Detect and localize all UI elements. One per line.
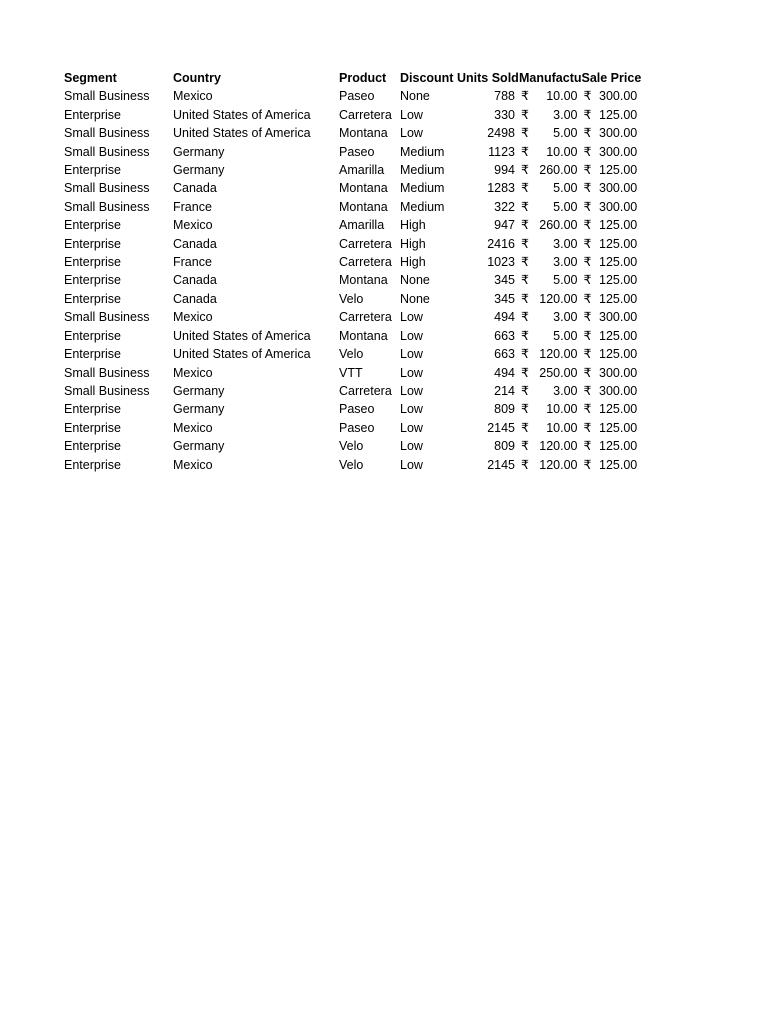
- cell-units-sold[interactable]: 494: [494, 310, 515, 325]
- cell-amount: 300.00: [599, 89, 638, 104]
- cell-country[interactable]: Mexico: [173, 420, 213, 435]
- cell-product[interactable]: Montana: [339, 126, 388, 141]
- rupee-symbol: ₹: [583, 328, 592, 343]
- cell-sale-price[interactable]: [582, 400, 642, 418]
- cell-sale-price[interactable]: [582, 419, 642, 437]
- table-row: [64, 327, 641, 345]
- rupee-symbol: ₹: [521, 236, 529, 251]
- rupee-symbol: ₹: [521, 383, 529, 398]
- cell-product[interactable]: Paseo: [339, 89, 375, 104]
- rupee-symbol: ₹: [583, 291, 592, 306]
- cell-units-sold[interactable]: 330: [494, 107, 515, 122]
- cell-amount: 125.00: [599, 236, 638, 251]
- cell-amount: 125.00: [599, 439, 638, 454]
- cell-segment[interactable]: Small Business: [64, 144, 150, 159]
- cell-amount: 300.00: [599, 144, 638, 159]
- cell-segment[interactable]: Enterprise: [64, 328, 121, 343]
- rupee-symbol: ₹: [583, 310, 592, 325]
- cell-discount[interactable]: Low: [400, 420, 423, 435]
- cell-sale-price[interactable]: [582, 382, 642, 400]
- cell-product[interactable]: Amarilla: [339, 163, 385, 178]
- rupee-symbol: ₹: [583, 236, 592, 251]
- cell-units-sold[interactable]: 345: [494, 291, 515, 306]
- cell-product[interactable]: Paseo: [339, 402, 375, 417]
- table-row: [64, 124, 641, 142]
- cell-country[interactable]: United States of America: [173, 126, 311, 141]
- cell-amount: 260.00: [539, 163, 578, 178]
- cell-units-sold[interactable]: 345: [494, 273, 515, 288]
- cell-amount: 10.00: [546, 144, 578, 159]
- cell-product[interactable]: Montana: [339, 273, 388, 288]
- cell-country[interactable]: Mexico: [173, 457, 213, 472]
- cell-manufacturing-price[interactable]: [519, 124, 582, 142]
- cell-country[interactable]: Germany: [173, 383, 225, 398]
- cell-sale-price[interactable]: [582, 235, 642, 253]
- rupee-symbol: ₹: [583, 420, 592, 435]
- header-country[interactable]: Country: [173, 71, 221, 85]
- cell-units-sold[interactable]: 663: [494, 328, 515, 343]
- cell-amount: 10.00: [546, 420, 578, 435]
- cell-units-sold[interactable]: 2416: [487, 236, 515, 251]
- cell-product[interactable]: Carretera: [339, 107, 392, 122]
- cell-segment[interactable]: Enterprise: [64, 163, 121, 178]
- cell-amount: 125.00: [599, 218, 638, 233]
- header-discount[interactable]: Discount: [400, 71, 454, 85]
- cell-amount: 300.00: [599, 199, 638, 214]
- cell-product[interactable]: Velo: [339, 291, 364, 306]
- cell-amount: 10.00: [546, 402, 578, 417]
- cell-units-sold[interactable]: 809: [494, 402, 515, 417]
- cell-segment[interactable]: Enterprise: [64, 347, 121, 362]
- rupee-symbol: ₹: [583, 218, 592, 233]
- rupee-symbol: ₹: [583, 163, 592, 178]
- cell-product[interactable]: Carretera: [339, 383, 392, 398]
- cell-sale-price[interactable]: [582, 87, 642, 105]
- rupee-symbol: ₹: [521, 291, 529, 306]
- cell-amount: 125.00: [599, 273, 638, 288]
- cell-country[interactable]: Mexico: [173, 218, 213, 233]
- cell-amount: 5.00: [553, 181, 578, 196]
- cell-amount: 300.00: [599, 126, 638, 141]
- cell-units-sold[interactable]: 2145: [487, 420, 515, 435]
- cell-product[interactable]: Velo: [339, 439, 364, 454]
- table-row: [64, 235, 641, 253]
- cell-sale-price[interactable]: [582, 364, 642, 382]
- cell-segment[interactable]: Enterprise: [64, 218, 121, 233]
- rupee-symbol: ₹: [583, 365, 592, 380]
- cell-sale-price[interactable]: [582, 106, 642, 124]
- cell-discount[interactable]: Low: [400, 107, 423, 122]
- cell-discount[interactable]: Low: [400, 310, 423, 325]
- cell-segment[interactable]: Enterprise: [64, 255, 121, 270]
- cell-amount: 300.00: [599, 181, 638, 196]
- cell-product[interactable]: Paseo: [339, 420, 375, 435]
- cell-manufacturing-price[interactable]: [519, 179, 582, 197]
- cell-discount[interactable]: Low: [400, 365, 423, 380]
- cell-sale-price[interactable]: [582, 271, 642, 289]
- cell-discount[interactable]: Low: [400, 439, 423, 454]
- cell-segment[interactable]: Small Business: [64, 383, 150, 398]
- cell-units-sold[interactable]: 809: [494, 439, 515, 454]
- cell-discount[interactable]: Low: [400, 383, 423, 398]
- rupee-symbol: ₹: [521, 163, 529, 178]
- cell-manufacturing-price[interactable]: [519, 271, 582, 289]
- cell-country[interactable]: Mexico: [173, 89, 213, 104]
- cell-segment[interactable]: Small Business: [64, 365, 150, 380]
- cell-segment[interactable]: Enterprise: [64, 236, 121, 251]
- cell-sale-price[interactable]: [582, 124, 642, 142]
- rupee-symbol: ₹: [583, 199, 592, 214]
- header-sale-price[interactable]: Sale Price: [581, 71, 642, 85]
- cell-discount[interactable]: Low: [400, 328, 423, 343]
- cell-manufacturing-price[interactable]: [519, 364, 582, 382]
- cell-product[interactable]: Carretera: [339, 310, 392, 325]
- cell-product[interactable]: Paseo: [339, 144, 375, 159]
- table-row: [64, 345, 641, 363]
- cell-country[interactable]: France: [173, 255, 212, 270]
- cell-discount[interactable]: Low: [400, 402, 423, 417]
- cell-product[interactable]: Velo: [339, 457, 364, 472]
- table-row: [64, 198, 641, 216]
- table-row: [64, 419, 641, 437]
- cell-units-sold[interactable]: 663: [494, 347, 515, 362]
- cell-manufacturing-price[interactable]: [519, 327, 582, 345]
- cell-country[interactable]: United States of America: [173, 347, 311, 362]
- header-row: [64, 69, 641, 87]
- rupee-symbol: ₹: [583, 126, 592, 141]
- cell-sale-price[interactable]: [582, 253, 642, 271]
- cell-segment[interactable]: Enterprise: [64, 439, 121, 454]
- cell-amount: 125.00: [599, 107, 638, 122]
- header-units-sold[interactable]: Units Sold: [457, 71, 519, 85]
- cell-manufacturing-price[interactable]: [519, 382, 582, 400]
- cell-country[interactable]: Germany: [173, 402, 225, 417]
- cell-units-sold[interactable]: 494: [494, 365, 515, 380]
- cell-units-sold[interactable]: 2498: [487, 126, 515, 141]
- cell-country[interactable]: United States of America: [173, 328, 311, 343]
- cell-manufacturing-price[interactable]: [519, 456, 582, 474]
- cell-units-sold[interactable]: 1023: [487, 255, 515, 270]
- cell-amount: 5.00: [553, 328, 578, 343]
- table-row: [64, 290, 641, 308]
- cell-manufacturing-price[interactable]: [519, 198, 582, 216]
- cell-amount: 3.00: [553, 236, 578, 251]
- table-row: [64, 456, 641, 474]
- cell-country[interactable]: Germany: [173, 439, 225, 454]
- rupee-symbol: ₹: [521, 310, 529, 325]
- cell-amount: 125.00: [599, 457, 638, 472]
- cell-units-sold[interactable]: 1123: [488, 144, 515, 159]
- cell-amount: 125.00: [599, 328, 638, 343]
- cell-segment[interactable]: Small Business: [64, 310, 150, 325]
- cell-country[interactable]: France: [173, 199, 212, 214]
- cell-segment[interactable]: Small Business: [64, 199, 150, 214]
- cell-manufacturing-price[interactable]: [519, 106, 582, 124]
- cell-amount: 250.00: [539, 365, 578, 380]
- rupee-symbol: ₹: [583, 402, 592, 417]
- cell-segment[interactable]: Enterprise: [64, 107, 121, 122]
- rupee-symbol: ₹: [583, 181, 592, 196]
- cell-amount: 125.00: [599, 163, 638, 178]
- cell-units-sold[interactable]: 947: [494, 218, 515, 233]
- rupee-symbol: ₹: [521, 144, 529, 159]
- cell-amount: 3.00: [553, 383, 578, 398]
- sales-table: [64, 69, 641, 474]
- rupee-symbol: ₹: [521, 439, 529, 454]
- rupee-symbol: ₹: [583, 107, 592, 122]
- cell-manufacturing-price[interactable]: [519, 87, 582, 105]
- cell-manufacturing-price[interactable]: [519, 437, 582, 455]
- cell-country[interactable]: Germany: [173, 163, 225, 178]
- cell-discount[interactable]: Low: [400, 347, 423, 362]
- cell-discount[interactable]: Low: [400, 457, 423, 472]
- cell-discount[interactable]: None: [400, 89, 430, 104]
- cell-amount: 300.00: [599, 365, 638, 380]
- cell-product[interactable]: Carretera: [339, 236, 392, 251]
- cell-segment[interactable]: Enterprise: [64, 273, 121, 288]
- rupee-symbol: ₹: [583, 457, 592, 472]
- cell-amount: 120.00: [539, 439, 578, 454]
- cell-amount: 260.00: [539, 218, 578, 233]
- cell-manufacturing-price[interactable]: [519, 308, 582, 326]
- rupee-symbol: ₹: [521, 420, 529, 435]
- spreadsheet-sheet: [64, 69, 641, 474]
- cell-amount: 120.00: [539, 347, 578, 362]
- cell-amount: 125.00: [599, 255, 638, 270]
- table-body: [64, 87, 641, 474]
- rupee-symbol: ₹: [521, 107, 529, 122]
- rupee-symbol: ₹: [583, 255, 592, 270]
- cell-units-sold[interactable]: 214: [494, 383, 515, 398]
- rupee-symbol: ₹: [583, 347, 592, 362]
- header-manufacturing[interactable]: Manufactu: [519, 71, 582, 85]
- cell-country[interactable]: Mexico: [173, 310, 213, 325]
- cell-amount: 125.00: [599, 402, 638, 417]
- rupee-symbol: ₹: [583, 383, 592, 398]
- rupee-symbol: ₹: [521, 89, 529, 104]
- cell-segment[interactable]: Small Business: [64, 89, 150, 104]
- cell-amount: 3.00: [553, 310, 578, 325]
- cell-sale-price[interactable]: [582, 290, 642, 308]
- cell-amount: 5.00: [553, 273, 578, 288]
- cell-sale-price[interactable]: [582, 437, 642, 455]
- header-product[interactable]: Product: [339, 71, 387, 85]
- cell-country[interactable]: Germany: [173, 144, 225, 159]
- rupee-symbol: ₹: [521, 126, 529, 141]
- rupee-symbol: ₹: [583, 273, 592, 288]
- table-row: [64, 161, 641, 179]
- cell-segment[interactable]: Small Business: [64, 181, 150, 196]
- cell-country[interactable]: Canada: [173, 273, 217, 288]
- cell-discount[interactable]: Medium: [400, 163, 445, 178]
- header-segment[interactable]: Segment: [64, 71, 117, 85]
- cell-discount[interactable]: None: [400, 291, 430, 306]
- cell-segment[interactable]: Enterprise: [64, 402, 121, 417]
- cell-discount[interactable]: None: [400, 273, 430, 288]
- cell-product[interactable]: Carretera: [339, 255, 392, 270]
- cell-amount: 125.00: [599, 347, 638, 362]
- cell-manufacturing-price[interactable]: [519, 253, 582, 271]
- cell-country[interactable]: United States of America: [173, 107, 311, 122]
- cell-country[interactable]: Canada: [173, 181, 217, 196]
- table-row: [64, 382, 641, 400]
- cell-discount[interactable]: High: [400, 218, 426, 233]
- cell-segment[interactable]: Enterprise: [64, 420, 121, 435]
- cell-product[interactable]: Montana: [339, 181, 388, 196]
- table-row: [64, 271, 641, 289]
- cell-discount[interactable]: Medium: [400, 181, 445, 196]
- cell-discount[interactable]: Medium: [400, 144, 445, 159]
- cell-amount: 300.00: [599, 310, 638, 325]
- cell-sale-price[interactable]: [582, 456, 642, 474]
- cell-country[interactable]: Canada: [173, 236, 217, 251]
- cell-amount: 300.00: [599, 383, 638, 398]
- cell-manufacturing-price[interactable]: [519, 345, 582, 363]
- cell-segment[interactable]: Enterprise: [64, 291, 121, 306]
- cell-sale-price[interactable]: [582, 327, 642, 345]
- cell-manufacturing-price[interactable]: [519, 400, 582, 418]
- rupee-symbol: ₹: [521, 347, 529, 362]
- cell-sale-price[interactable]: [582, 308, 642, 326]
- table-row: [64, 143, 641, 161]
- cell-units-sold[interactable]: 2145: [487, 457, 515, 472]
- cell-product[interactable]: Amarilla: [339, 218, 385, 233]
- rupee-symbol: ₹: [521, 273, 529, 288]
- cell-manufacturing-price[interactable]: [519, 216, 582, 234]
- rupee-symbol: ₹: [583, 89, 592, 104]
- rupee-symbol: ₹: [583, 144, 592, 159]
- rupee-symbol: ₹: [583, 439, 592, 454]
- rupee-symbol: ₹: [521, 181, 529, 196]
- cell-discount[interactable]: High: [400, 236, 426, 251]
- table-row: [64, 364, 641, 382]
- cell-segment[interactable]: Small Business: [64, 126, 150, 141]
- table-row: [64, 179, 641, 197]
- table-row: [64, 106, 641, 124]
- cell-sale-price[interactable]: [582, 179, 642, 197]
- cell-discount[interactable]: Medium: [400, 199, 445, 214]
- cell-amount: 3.00: [553, 255, 578, 270]
- table-row: [64, 308, 641, 326]
- cell-sale-price[interactable]: [582, 216, 642, 234]
- cell-sale-price[interactable]: [582, 198, 642, 216]
- cell-manufacturing-price[interactable]: [519, 290, 582, 308]
- cell-manufacturing-price[interactable]: [519, 161, 582, 179]
- table-row: [64, 87, 641, 105]
- cell-amount: 3.00: [553, 107, 578, 122]
- cell-manufacturing-price[interactable]: [519, 143, 582, 161]
- cell-discount[interactable]: Low: [400, 126, 423, 141]
- cell-amount: 120.00: [539, 291, 578, 306]
- cell-product[interactable]: Velo: [339, 347, 364, 362]
- cell-product[interactable]: Montana: [339, 328, 388, 343]
- table-row: [64, 437, 641, 455]
- table-row: [64, 216, 641, 234]
- cell-amount: 125.00: [599, 291, 638, 306]
- cell-country[interactable]: Mexico: [173, 365, 213, 380]
- cell-units-sold[interactable]: 322: [494, 199, 515, 214]
- cell-manufacturing-price[interactable]: [519, 235, 582, 253]
- cell-units-sold[interactable]: 1283: [487, 181, 515, 196]
- cell-units-sold[interactable]: 788: [494, 89, 515, 104]
- cell-sale-price[interactable]: [582, 143, 642, 161]
- rupee-symbol: ₹: [521, 365, 529, 380]
- cell-amount: 5.00: [553, 199, 578, 214]
- rupee-symbol: ₹: [521, 457, 529, 472]
- cell-amount: 10.00: [546, 89, 578, 104]
- cell-sale-price[interactable]: [582, 345, 642, 363]
- cell-sale-price[interactable]: [582, 161, 642, 179]
- cell-amount: 120.00: [539, 457, 578, 472]
- rupee-symbol: ₹: [521, 218, 529, 233]
- cell-segment[interactable]: Enterprise: [64, 457, 121, 472]
- cell-product[interactable]: Montana: [339, 199, 388, 214]
- cell-amount: 125.00: [599, 420, 638, 435]
- cell-country[interactable]: Canada: [173, 291, 217, 306]
- table-row: [64, 253, 641, 271]
- rupee-symbol: ₹: [521, 328, 529, 343]
- cell-manufacturing-price[interactable]: [519, 419, 582, 437]
- rupee-symbol: ₹: [521, 199, 529, 214]
- cell-units-sold[interactable]: 994: [494, 163, 515, 178]
- cell-discount[interactable]: High: [400, 255, 426, 270]
- rupee-symbol: ₹: [521, 402, 529, 417]
- rupee-symbol: ₹: [521, 255, 529, 270]
- cell-product[interactable]: VTT: [339, 365, 363, 380]
- table-row: [64, 400, 641, 418]
- cell-amount: 5.00: [553, 126, 578, 141]
